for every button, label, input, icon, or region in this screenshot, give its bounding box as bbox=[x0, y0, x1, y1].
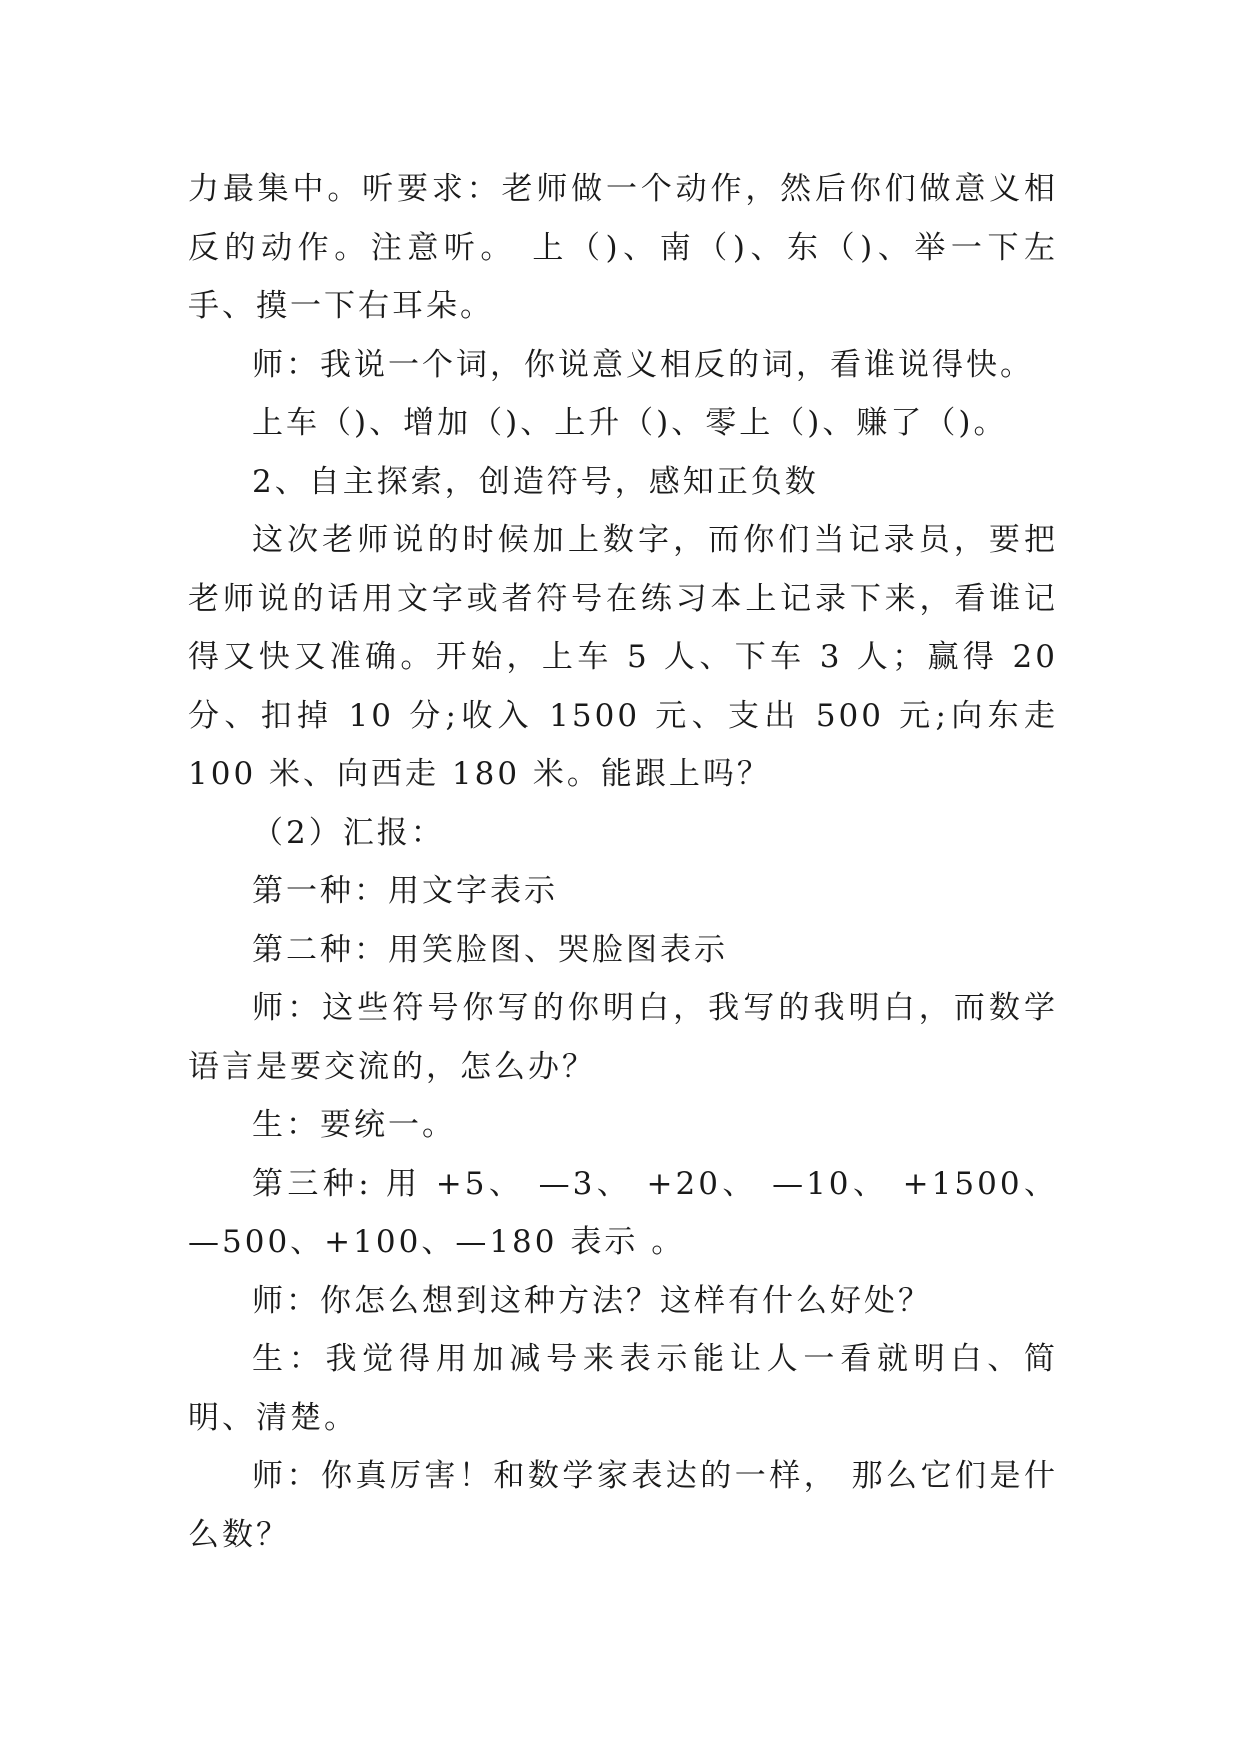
paragraph: 上车（)、增加（)、上升（)、零上（)、赚了（)。 bbox=[252, 405, 1008, 441]
paragraph: （2）汇报： bbox=[252, 814, 445, 851]
paragraph: 生：我觉得用加减号来表示能让人一看就明白、简明、清楚。 bbox=[188, 1341, 1058, 1436]
paragraph: 这次老师说的时候加上数字，而你们当记录员，要把老师说的话用文字或者符号在练习本上记录下来，看谁记得又快又准确。开始，上车 5 人、下车 3 人；赢得 20 分、扣掉 10 分;收入 1500 元、支出 500 元;向东走 100 米、向西走 180 米。能跟上吗？ bbox=[188, 522, 1058, 792]
paragraph: 生：要统一。 bbox=[252, 1107, 456, 1143]
paragraph: 师：我说一个词，你说意义相反的词，看谁说得快。 bbox=[252, 346, 1034, 383]
paragraph: 第三种: 用 +5、 —3、 +20、 —10、 +1500、 —500、+100、—180 表示 。 bbox=[188, 1165, 1058, 1260]
paragraph: 力最集中。听要求：老师做一个动作，然后你们做意义相反的动作。注意听。 上（)、南（)、东（)、举一下左手、摸一下右耳朵。 bbox=[188, 171, 1058, 324]
paragraph: 师：你怎么想到这种方法？这样有什么好处？ bbox=[252, 1282, 932, 1319]
paragraph: 第一种：用文字表示 bbox=[252, 873, 558, 909]
paragraph: 第二种：用笑脸图、哭脸图表示 bbox=[252, 931, 728, 968]
paragraph: 师：这些符号你写的你明白，我写的我明白，而数学语言是要交流的，怎么办？ bbox=[188, 990, 1058, 1085]
paragraph: 师：你真厉害！和数学家表达的一样， 那么它们是什么数？ bbox=[188, 1458, 1058, 1553]
section-heading: 2、自主探索，创造符号，感知正负数 bbox=[252, 463, 819, 500]
document-body bbox=[188, 160, 1058, 1564]
